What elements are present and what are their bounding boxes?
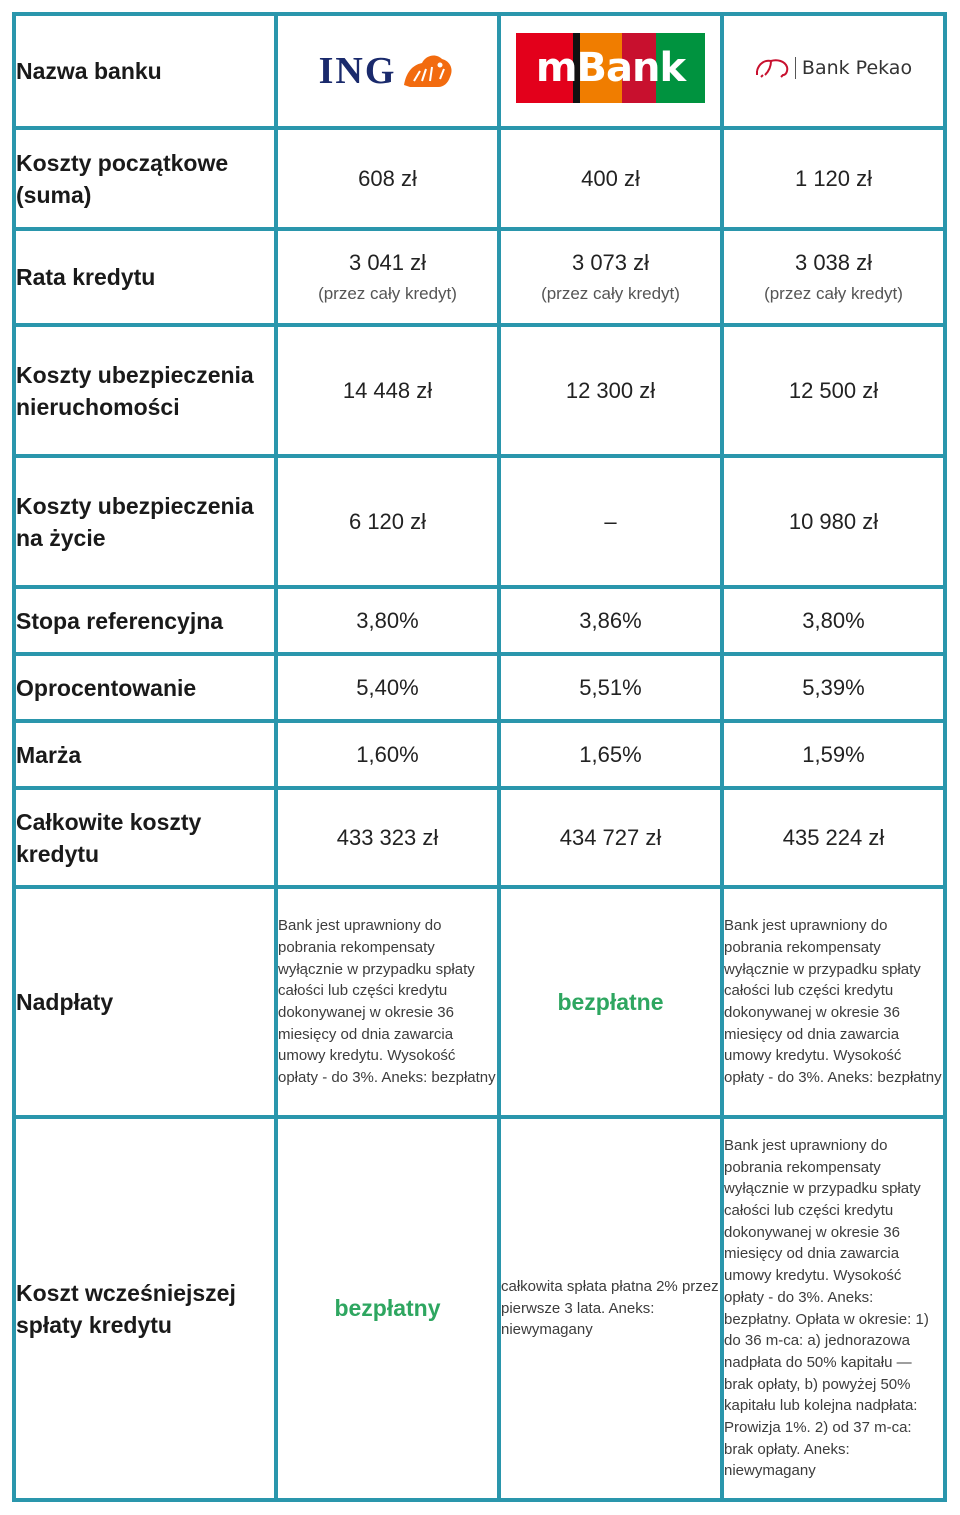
cell-value: 608 zł	[276, 128, 499, 229]
cell-value: 1,65%	[499, 721, 722, 788]
cell-text: Bank jest uprawniony do pobrania rekompensaty wyłącznie w przypadku spłaty całości lub części kredytu dokonywanej w okresie 36 miesięcy od dnia zawarcia umowy kredytu. Wysokość opłaty - do 3%. Aneks: bezpłatny. Opłata w okresie: 1) do 36 m-ca: a) jednorazowa nadpłata do 50% kapitału — brak opłaty, b) powyżej 50% kapitału lub kolejna nadpłata: Prowizja 1%. 2) od 37 m-ca: brak opłaty. Aneks: niewymagany	[722, 1117, 945, 1500]
cell-value: 5,40%	[276, 654, 499, 721]
cell-value: 1 120 zł	[722, 128, 945, 229]
free-badge: bezpłatne	[557, 988, 664, 1015]
bank-logo-mbank-cell	[499, 14, 722, 128]
row-label: Nazwa banku	[14, 14, 276, 128]
cell-value: 1,60%	[276, 721, 499, 788]
row-label: Nadpłaty	[14, 887, 276, 1117]
row-label: Koszty początkowe (suma)	[14, 128, 276, 229]
cell-value: 434 727 zł	[499, 788, 722, 887]
value-main: 3 073 zł	[571, 250, 650, 275]
cell-highlight	[276, 1117, 499, 1500]
row-label: Oprocentowanie	[14, 654, 276, 721]
table-row-header	[14, 14, 945, 128]
comparison-table	[12, 12, 947, 1502]
cell-value: 5,39%	[722, 654, 945, 721]
row-label: Marża	[14, 721, 276, 788]
bank-logo-pekao-cell	[722, 14, 945, 128]
cell-value	[499, 229, 722, 325]
cell-value: 3,86%	[499, 587, 722, 654]
mbank-logo-text: mBank	[535, 45, 686, 91]
value-note: (przez cały kredyt)	[318, 284, 457, 303]
logo-separator	[795, 57, 796, 79]
cell-value: 1,59%	[722, 721, 945, 788]
row-label: Koszt wcześniejszej spłaty kredytu	[14, 1117, 276, 1500]
table-row	[14, 887, 945, 1117]
table-row	[14, 587, 945, 654]
table-row	[14, 128, 945, 229]
cell-value: 433 323 zł	[276, 788, 499, 887]
cell-value: 6 120 zł	[276, 456, 499, 587]
lion-icon	[400, 51, 456, 91]
cell-value: 435 224 zł	[722, 788, 945, 887]
cell-value: 3,80%	[722, 587, 945, 654]
table-row	[14, 325, 945, 456]
cell-text: całkowita spłata płatna 2% przez pierwsze 3 lata. Aneks: niewymagany	[499, 1117, 722, 1500]
table-row	[14, 229, 945, 325]
table-row	[14, 1117, 945, 1500]
cell-value: 3,80%	[276, 587, 499, 654]
table-row	[14, 721, 945, 788]
cell-value	[722, 229, 945, 325]
table-row	[14, 788, 945, 887]
value-main: 3 041 zł	[348, 250, 427, 275]
cell-text: Bank jest uprawniony do pobrania rekompensaty wyłącznie w przypadku spłaty całości lub części kredytu dokonywanej w okresie 36 miesięcy od dnia zawarcia umowy kredytu. Wysokość opłaty - do 3%. Aneks: bezpłatny	[276, 887, 499, 1117]
cell-highlight	[499, 887, 722, 1117]
value-main: 3 038 zł	[794, 250, 873, 275]
cell-value: 400 zł	[499, 128, 722, 229]
value-note: (przez cały kredyt)	[541, 284, 680, 303]
value-note: (przez cały kredyt)	[764, 284, 903, 303]
pekao-logo-text: Bank Pekao	[801, 57, 913, 79]
row-label: Koszty ubezpieczenia na życie	[14, 456, 276, 587]
ing-logo	[319, 49, 457, 93]
cell-value: –	[499, 456, 722, 587]
cell-value	[276, 229, 499, 325]
cell-value: 12 300 zł	[499, 325, 722, 456]
cell-value: 12 500 zł	[722, 325, 945, 456]
table-row	[14, 456, 945, 587]
free-badge: bezpłatny	[334, 1295, 441, 1321]
row-label: Koszty ubezpieczenia nieruchomości	[14, 325, 276, 456]
table-row	[14, 654, 945, 721]
cell-value: 14 448 zł	[276, 325, 499, 456]
bison-icon	[755, 57, 789, 79]
row-label: Rata kredytu	[14, 229, 276, 325]
pekao-logo	[755, 57, 912, 79]
bank-logo-ing-cell	[276, 14, 499, 128]
cell-text: Bank jest uprawniony do pobrania rekompensaty wyłącznie w przypadku spłaty całości lub części kredytu dokonywanej w okresie 36 miesięcy od dnia zawarcia umowy kredytu. Wysokość opłaty - do 3%. Aneks: bezpłatny	[722, 887, 945, 1117]
ing-logo-text: ING	[318, 50, 397, 92]
cell-value: 10 980 zł	[722, 456, 945, 587]
cell-value: 5,51%	[499, 654, 722, 721]
mbank-logo	[516, 33, 706, 103]
row-label: Całkowite koszty kredytu	[14, 788, 276, 887]
row-label: Stopa referencyjna	[14, 587, 276, 654]
